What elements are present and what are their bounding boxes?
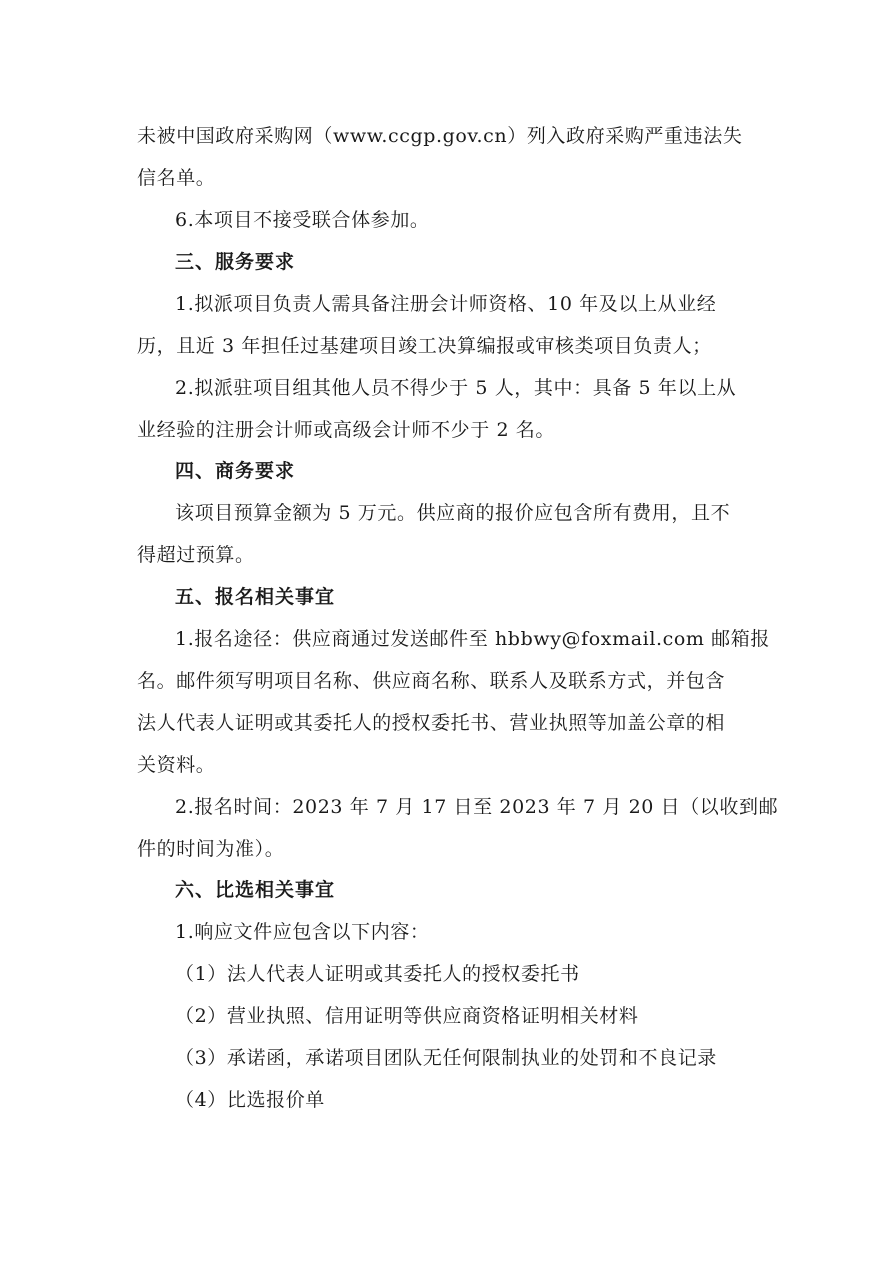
sub-list-item: （4）比选报价单 <box>175 1089 325 1111</box>
sub-list-item: （2）营业执照、信用证明等供应商资格证明相关材料 <box>175 1005 639 1027</box>
list-item: 2.拟派驻项目组其他人员不得少于 5 人，其中：具备 5 年以上从 <box>175 377 737 399</box>
section-heading-business: 四、商务要求 <box>175 460 296 482</box>
paragraph-line: 关资料。 <box>137 754 216 776</box>
sub-list-item: （3）承诺函，承诺项目团队无任何限制执业的处罚和不良记录 <box>175 1047 717 1069</box>
list-item: 1.响应文件应包含以下内容： <box>175 921 430 943</box>
list-item: 1.报名途径：供应商通过发送邮件至 hbbwy@foxmail.com 邮箱报 <box>175 628 770 650</box>
section-heading-service: 三、服务要求 <box>175 251 296 273</box>
section-heading-registration: 五、报名相关事宜 <box>175 586 336 608</box>
paragraph-line: 法人代表人证明或其委托人的授权委托书、营业执照等加盖公章的相 <box>137 712 726 734</box>
list-item: 6.本项目不接受联合体参加。 <box>175 209 430 231</box>
paragraph-line: 信名单。 <box>137 167 216 189</box>
paragraph-line: 该项目预算金额为 5 万元。供应商的报价应包含所有费用，且不 <box>175 502 731 524</box>
paragraph-line: 件的时间为准）。 <box>137 838 285 860</box>
paragraph-line: 业经验的注册会计师或高级会计师不少于 2 名。 <box>137 419 555 441</box>
paragraph-line: 名。邮件须写明项目名称、供应商名称、联系人及联系方式，并包含 <box>137 670 726 692</box>
paragraph-line: 得超过预算。 <box>137 544 255 566</box>
paragraph-line: 历，且近 3 年担任过基建项目竣工决算编报或审核类项目负责人； <box>137 335 712 357</box>
section-heading-selection: 六、比选相关事宜 <box>175 879 336 901</box>
list-item: 2.报名时间：2023 年 7 月 17 日至 2023 年 7 月 20 日（以收到邮 <box>175 796 779 818</box>
sub-list-item: （1）法人代表人证明或其委托人的授权委托书 <box>175 963 580 985</box>
paragraph-line: 未被中国政府采购网（www.ccgp.gov.cn）列入政府采购严重违法失 <box>137 125 743 147</box>
list-item: 1.拟派项目负责人需具备注册会计师资格、10 年及以上从业经 <box>175 293 717 315</box>
